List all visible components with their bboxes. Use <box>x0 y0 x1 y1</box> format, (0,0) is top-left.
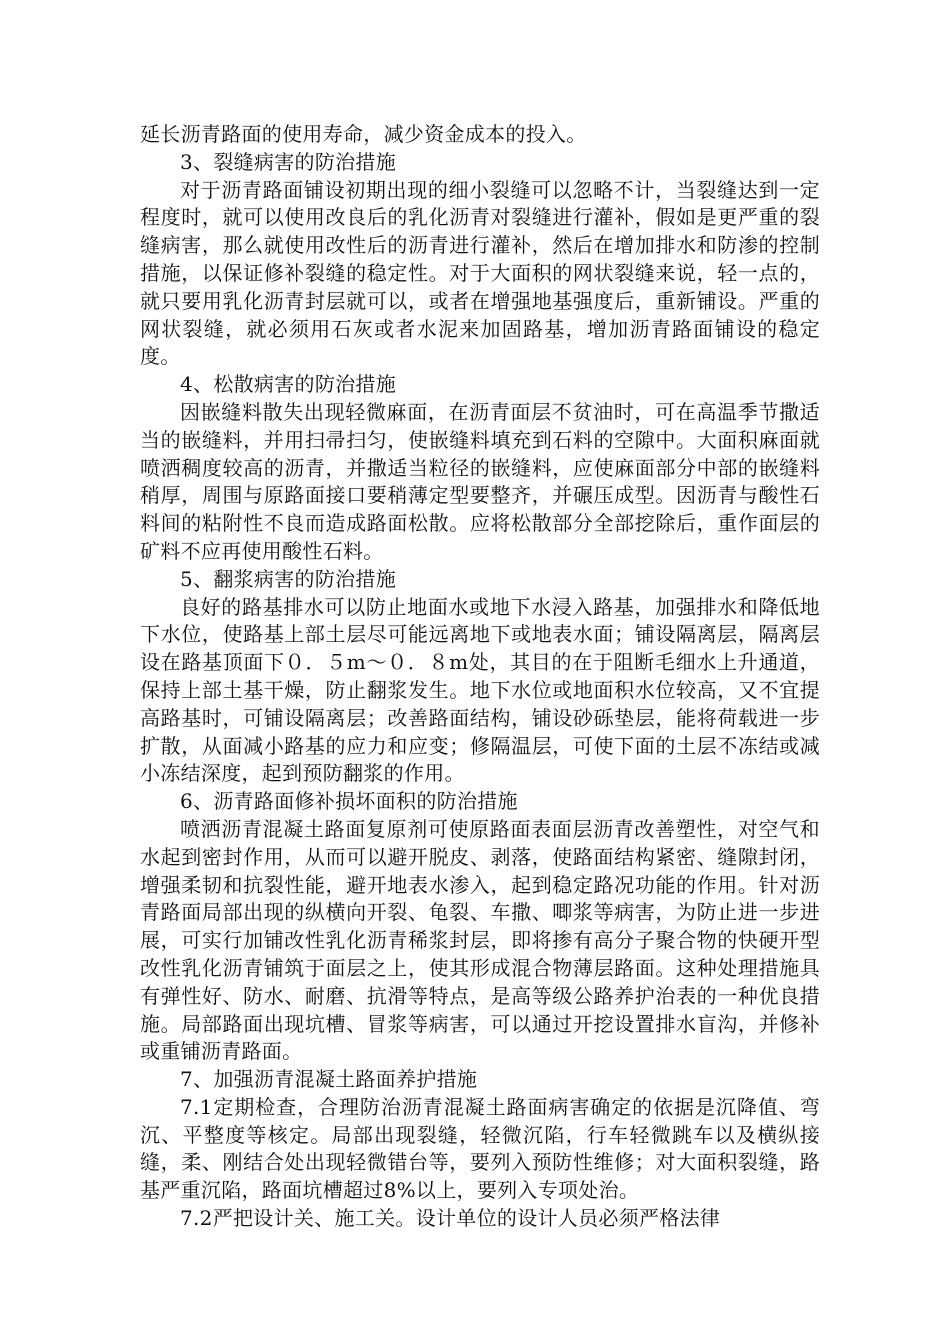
paragraph-maintenance-7-1: 7.1定期检查，合理防治沥青混凝土路面病害确定的依据是沉降值、弯沉、平整度等核定。局部出现裂缝，轻微沉陷，行车轻微跳车以及横纵接缝，柔、刚结合处出现轻微错台等，要列入预防性维修；对大面积裂缝，路基严重沉陷，路面坑槽超过8%以上，要列入专项处治。 <box>140 1094 820 1203</box>
paragraph-maintenance-7-2: 7.2严把设计关、施工关。设计单位的设计人员必须严格法律 <box>180 1206 721 1231</box>
section-heading-crack: 3、裂缝病害的防治措施 <box>180 149 397 174</box>
section-heading-frost-boiling: 5、翻浆病害的防治措施 <box>180 566 397 591</box>
section-heading-maintenance: 7、加强沥青混凝土路面养护措施 <box>180 1067 478 1092</box>
paragraph-intro-continuation: 延长沥青路面的使用寿命，减少资金成本的投入。 <box>140 122 587 146</box>
section-heading-loosening: 4、松散病害的防治措施 <box>180 372 397 397</box>
paragraph-frost-boiling: 良好的路基排水可以防止地面水或地下水浸入路基，加强排水和降低地下水位，使路基上部土层尽可能远离地下或地表水面；铺设隔离层，隔离层设在路基顶面下０．５m～０．８m处，其目的在于阻断毛细水上升通道，保持上部土基干燥，防止翻浆发生。地下水位或地面积水位较高，又不宜提高路基时，可铺设隔离层；改善路面结构，铺设砂砾垫层，能将荷载进一步扩散，从面减小路基的应力和应变；修隔温层，可使下面的土层不冻结或减小冻结深度，起到预防翻浆的作用。 <box>140 594 820 786</box>
paragraph-loosening: 因嵌缝料散失出现轻微麻面，在沥青面层不贫油时，可在高温季节撒适当的嵌缝料，并用扫帚扫匀，使嵌缝料填充到石料的空隙中。大面积麻面就喷洒稠度较高的沥青，并撒适当粒径的嵌缝料，应使麻面部分中部的嵌缝料稍厚，周围与原路面接口要稍薄定型要整齐，并碾压成型。因沥青与酸性石料间的粘附性不良而造成路面松散。应将松散部分全部挖除后，重作面层的矿料不应再使用酸性石料。 <box>140 399 820 563</box>
paragraph-repair-damage: 喷洒沥青混凝土路面复原剂可使原路面表面层沥青改善塑性，对空气和水起到密封作用，从而可以避开脱皮、剥落，使路面结构紧密、缝隙封闭，增强柔韧和抗裂性能，避开地表水渗入，起到稳定路况功能的作用。针对沥青路面局部出现的纵横向开裂、龟裂、车撒、唧浆等病害，为防止进一步进展，可实行加铺改性乳化沥青稀浆封层，即将掺有高分子聚合物的快硬开型改性乳化沥青铺筑于面层之上，使其形成混合物薄层路面。这种处理措施具有弹性好、防水、耐磨、抗滑等特点，是高等级公路养护治表的一种优良措施。局部路面出现坑槽、冒浆等病害，可以通过开挖设置排水盲沟，并修补或重铺沥青路面。 <box>140 816 820 1064</box>
document-body <box>140 121 820 1233</box>
paragraph-crack: 对于沥青路面铺设初期出现的细小裂缝可以忽略不计，当裂缝达到一定程度时，就可以使用改良后的乳化沥青对裂缝进行灌补，假如是更严重的裂缝病害，那么就使用改性后的沥青进行灌补，然后在增加排水和防渗的控制措施，以保证修补裂缝的稳定性。对于大面积的网状裂缝来说，轻一点的，就只要用乳化沥青封层就可以，或者在增强地基强度后，重新铺设。严重的网状裂缝，就必须用石灰或者水泥来加固路基，增加沥青路面铺设的稳定度。 <box>140 177 820 369</box>
section-heading-repair-damage: 6、沥青路面修补损坏面积的防治措施 <box>180 789 518 814</box>
